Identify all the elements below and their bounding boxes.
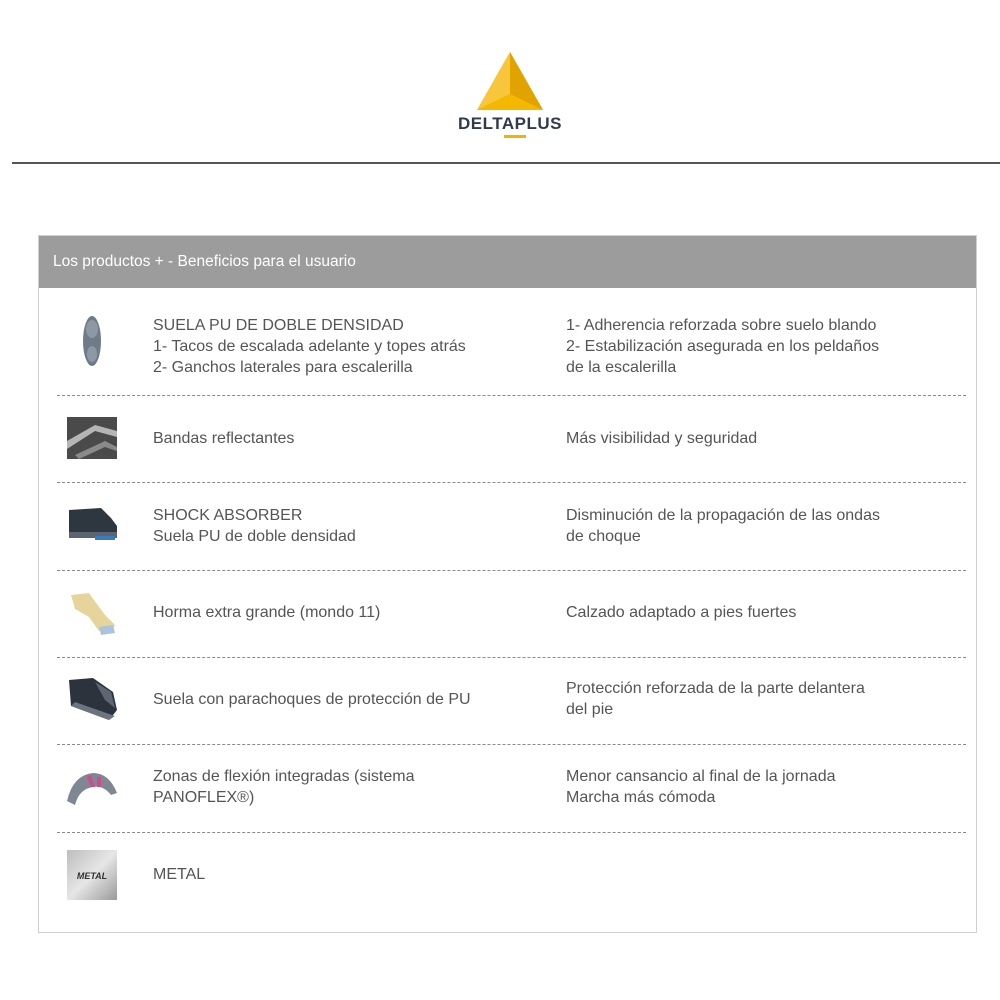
sole-icon: [65, 314, 119, 368]
benefit-text: Más visibilidad y seguridad: [566, 430, 758, 447]
header-divider: [12, 162, 1000, 164]
feature-text: Bandas reflectantes: [153, 430, 295, 447]
brand-name: DELTAPLUS: [458, 114, 562, 133]
feature-text: Suela con parachoques de protección de PU: [153, 691, 471, 708]
toe-bumper-icon: [65, 670, 119, 724]
table-row: [57, 744, 966, 833]
table-row: [57, 570, 966, 658]
benefits-table: [38, 235, 977, 933]
reflective-band-icon: [65, 411, 119, 465]
feature-text: Zonas de flexión integradas (sistema PANOFLEX®): [153, 768, 415, 806]
table-row: [57, 832, 966, 918]
feature-text: Horma extra grande (mondo 11): [153, 604, 381, 621]
metal-icon: [65, 848, 119, 902]
wide-last-icon: [65, 587, 119, 641]
benefit-text: Protección reforzada de la parte delantera del pie: [566, 680, 865, 718]
delta-triangle-icon: [475, 50, 545, 112]
table-row: [57, 657, 966, 745]
benefit-text: Calzado adaptado a pies fuertes: [566, 604, 797, 621]
benefit-text: Disminución de la propagación de las ondas de choque: [566, 507, 880, 545]
table-row: [57, 288, 966, 396]
feature-text: METAL: [153, 866, 206, 883]
table-row: [57, 395, 966, 483]
brand-logo: [440, 50, 580, 150]
feature-text: SUELA PU DE DOBLE DENSIDAD 1- Tacos de escalada adelante y topes atrás 2- Ganchos laterales para escalerilla: [153, 317, 466, 376]
feature-text: SHOCK ABSORBER Suela PU de doble densidad: [153, 507, 356, 545]
flex-zone-icon: [65, 761, 119, 815]
table-row: [57, 482, 966, 571]
brand-underline: [504, 135, 526, 138]
table-header: Los productos + - Beneficios para el usuario: [39, 236, 976, 288]
shock-absorber-icon: [65, 496, 119, 550]
metal-icon-label: METAL: [76, 871, 108, 881]
benefit-text: Menor cansancio al final de la jornada Marcha más cómoda: [566, 768, 836, 806]
benefit-text: 1- Adherencia reforzada sobre suelo blando 2- Estabilización asegurada en los peldaños de la escalerilla: [566, 317, 880, 376]
